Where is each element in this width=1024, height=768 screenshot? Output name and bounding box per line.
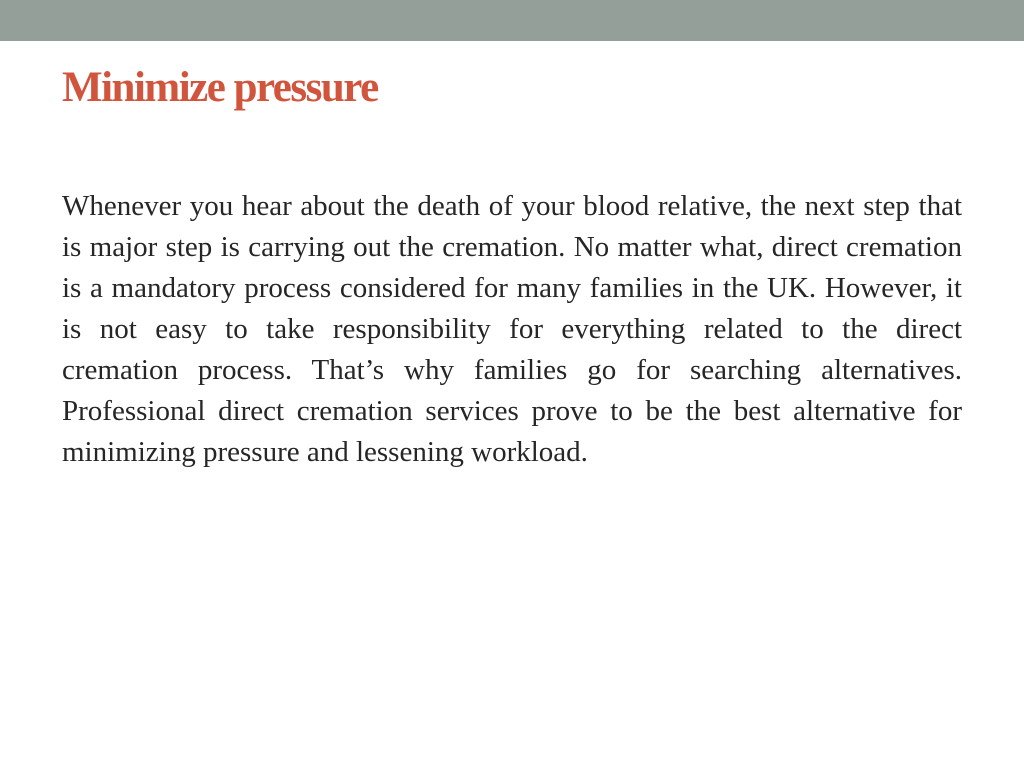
slide-title: Minimize pressure	[62, 64, 378, 111]
top-accent-bar	[0, 0, 1024, 41]
slide-body-text: Whenever you hear about the death of your blood relative, the next step that is major step is carrying out the cremation. No matter what, direct cremation is a mandatory process considered for many families in the UK. However, it is not easy to take responsibility for everything related to the direct cremation process. That’s why families go for searching alternatives. Professional direct cremation services prove to be the best alternative for minimizing pressure and lessening workload.	[62, 190, 962, 468]
